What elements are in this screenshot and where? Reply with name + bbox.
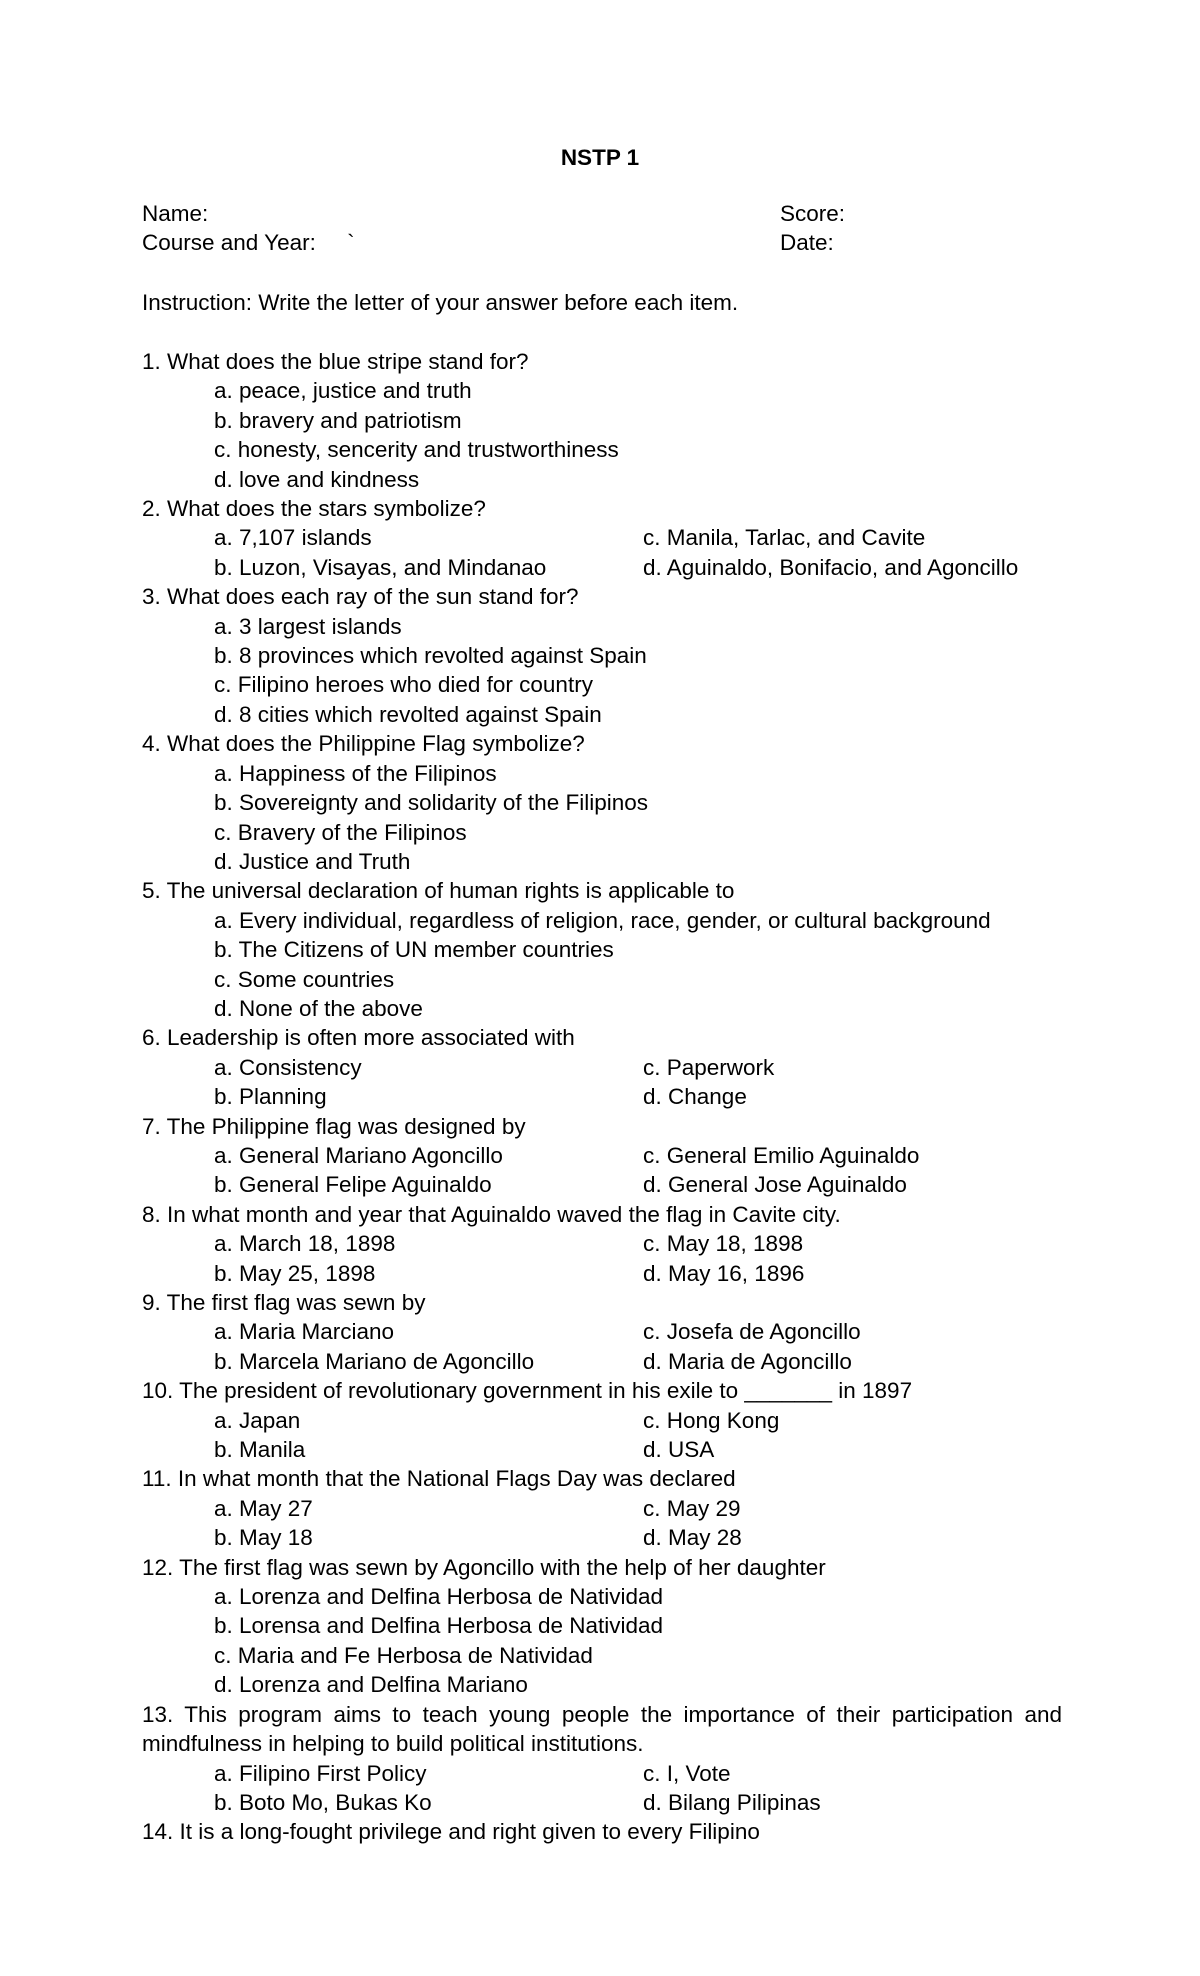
question-2 <box>142 494 1062 582</box>
option-d: d. USA <box>643 1437 715 1463</box>
options <box>142 376 1062 494</box>
options <box>142 1406 1062 1465</box>
option-b: b. Boto Mo, Bukas Ko <box>214 1789 432 1815</box>
option-d: d. Lorenza and Delfina Mariano <box>214 1672 528 1698</box>
question-11 <box>142 1464 1062 1552</box>
option-b: b. Luzon, Visayas, and Mindanao <box>214 554 547 580</box>
option-d: d. love and kindness <box>214 466 420 492</box>
question-text: 12. The first flag was sewn by Agoncillo with the help of her daughter <box>142 1554 826 1580</box>
page-title: NSTP 1 <box>560 145 640 170</box>
option-b: b. The Citizens of UN member countries <box>214 937 614 963</box>
options <box>142 906 1062 1024</box>
option-b: b. Manila <box>214 1437 306 1463</box>
instruction-text: Instruction: Write the letter of your answer before each item. <box>142 290 739 315</box>
option-a: a. Maria Marciano <box>214 1319 395 1345</box>
options <box>142 1759 1062 1818</box>
option-a: a. Filipino First Policy <box>214 1760 427 1786</box>
options <box>142 1317 1062 1376</box>
options <box>142 1229 1062 1288</box>
option-c: c. honesty, sencerity and trustworthiness <box>214 437 619 463</box>
question-6 <box>142 1023 1062 1111</box>
option-c: c. General Emilio Aguinaldo <box>643 1142 920 1168</box>
option-a: a. Every individual, regardless of religion, race, gender, or cultural background <box>214 907 991 933</box>
option-a: a. Consistency <box>214 1054 362 1080</box>
option-c: c. May 29 <box>643 1495 741 1521</box>
question-list <box>142 347 1062 1847</box>
question-text: 14. It is a long-fought privilege and right given to every Filipino <box>142 1819 760 1845</box>
options <box>142 523 1062 582</box>
option-b: b. Marcela Mariano de Agoncillo <box>214 1348 535 1374</box>
option-b: b. Lorensa and Delfina Herbosa de Natividad <box>214 1613 664 1639</box>
option-b: b. bravery and patriotism <box>214 407 462 433</box>
option-a: a. May 27 <box>214 1495 313 1521</box>
name-label: Name: <box>142 201 209 226</box>
option-c: c. Manila, Tarlac, and Cavite <box>643 525 926 551</box>
option-d: d. May 16, 1896 <box>643 1260 805 1286</box>
question-text: 8. In what month and year that Aguinaldo waved the flag in Cavite city. <box>142 1201 841 1227</box>
option-d: d. Change <box>643 1084 747 1110</box>
question-8 <box>142 1200 1062 1288</box>
question-9 <box>142 1288 1062 1376</box>
question-text: 3. What does each ray of the sun stand for? <box>142 584 579 610</box>
option-b: b. Sovereignty and solidarity of the Filipinos <box>214 790 648 816</box>
question-text: 11. In what month that the National Flags Day was declared <box>142 1466 736 1492</box>
option-c: c. Paperwork <box>643 1054 775 1080</box>
option-c: c. Josefa de Agoncillo <box>643 1319 861 1345</box>
option-c: c. Filipino heroes who died for country <box>214 672 593 698</box>
option-c: c. Hong Kong <box>643 1407 780 1433</box>
question-text: 13. This program aims to teach young people the importance of their participation and mindfulness in helping to build political institutions. <box>142 1701 1062 1757</box>
option-a: a. Lorenza and Delfina Herbosa de Natividad <box>214 1584 664 1610</box>
option-b: b. General Felipe Aguinaldo <box>214 1172 492 1198</box>
options <box>142 1053 1062 1112</box>
question-12 <box>142 1553 1062 1700</box>
options <box>142 1494 1062 1553</box>
option-c: c. Maria and Fe Herbosa de Natividad <box>214 1642 593 1668</box>
option-a: a. Japan <box>214 1407 301 1433</box>
option-d: d. 8 cities which revolted against Spain <box>214 701 602 727</box>
option-c: c. Some countries <box>214 966 395 992</box>
option-d: d. May 28 <box>643 1525 742 1551</box>
question-text: 2. What does the stars symbolize? <box>142 496 486 522</box>
option-d: d. Aguinaldo, Bonifacio, and Agoncillo <box>643 554 1019 580</box>
score-label: Score: <box>780 201 846 226</box>
question-1 <box>142 347 1062 494</box>
question-4 <box>142 729 1062 876</box>
question-7 <box>142 1112 1062 1200</box>
question-text: 1. What does the blue stripe stand for? <box>142 349 529 374</box>
option-d: d. Maria de Agoncillo <box>643 1348 852 1374</box>
option-c: c. Bravery of the Filipinos <box>214 819 467 845</box>
option-c: c. May 18, 1898 <box>643 1231 804 1257</box>
option-a: a. 7,107 islands <box>214 525 372 551</box>
question-text: 6. Leadership is often more associated with <box>142 1025 575 1051</box>
question-text: 5. The universal declaration of human rights is applicable to <box>142 878 735 904</box>
option-a: a. March 18, 1898 <box>214 1231 396 1257</box>
option-d: d. Justice and Truth <box>214 848 411 874</box>
option-b: b. May 25, 1898 <box>214 1260 376 1286</box>
options <box>142 1582 1062 1700</box>
option-c: c. I, Vote <box>643 1760 731 1786</box>
options <box>142 759 1062 877</box>
question-text: 4. What does the Philippine Flag symbolize? <box>142 731 585 757</box>
option-d: d. Bilang Pilipinas <box>643 1789 821 1815</box>
options <box>142 1141 1062 1200</box>
option-a: a. Happiness of the Filipinos <box>214 760 497 786</box>
options <box>142 612 1062 730</box>
course-year-label: Course and Year: ` <box>142 230 355 256</box>
question-text: 9. The first flag was sewn by <box>142 1290 426 1315</box>
option-b: b. Planning <box>214 1084 327 1110</box>
exam-header <box>142 199 1060 258</box>
option-d: d. None of the above <box>214 995 423 1021</box>
question-10 <box>142 1376 1062 1464</box>
option-b: b. 8 provinces which revolted against Spain <box>214 643 647 669</box>
question-text: 7. The Philippine flag was designed by <box>142 1113 526 1139</box>
option-a: a. peace, justice and truth <box>214 378 472 404</box>
question-14 <box>142 1817 1062 1846</box>
question-3 <box>142 582 1062 729</box>
header-row-1 <box>142 199 1060 228</box>
question-5 <box>142 876 1062 1023</box>
question-text: 10. The president of revolutionary government in his exile to _______ in 1897 <box>142 1378 913 1404</box>
date-label: Date: <box>780 230 834 256</box>
header-row-2 <box>142 228 1060 257</box>
option-b: b. May 18 <box>214 1525 313 1551</box>
question-13 <box>142 1700 1062 1818</box>
option-d: d. General Jose Aguinaldo <box>643 1172 907 1198</box>
option-a: a. General Mariano Agoncillo <box>214 1142 503 1168</box>
option-a: a. 3 largest islands <box>214 613 402 639</box>
